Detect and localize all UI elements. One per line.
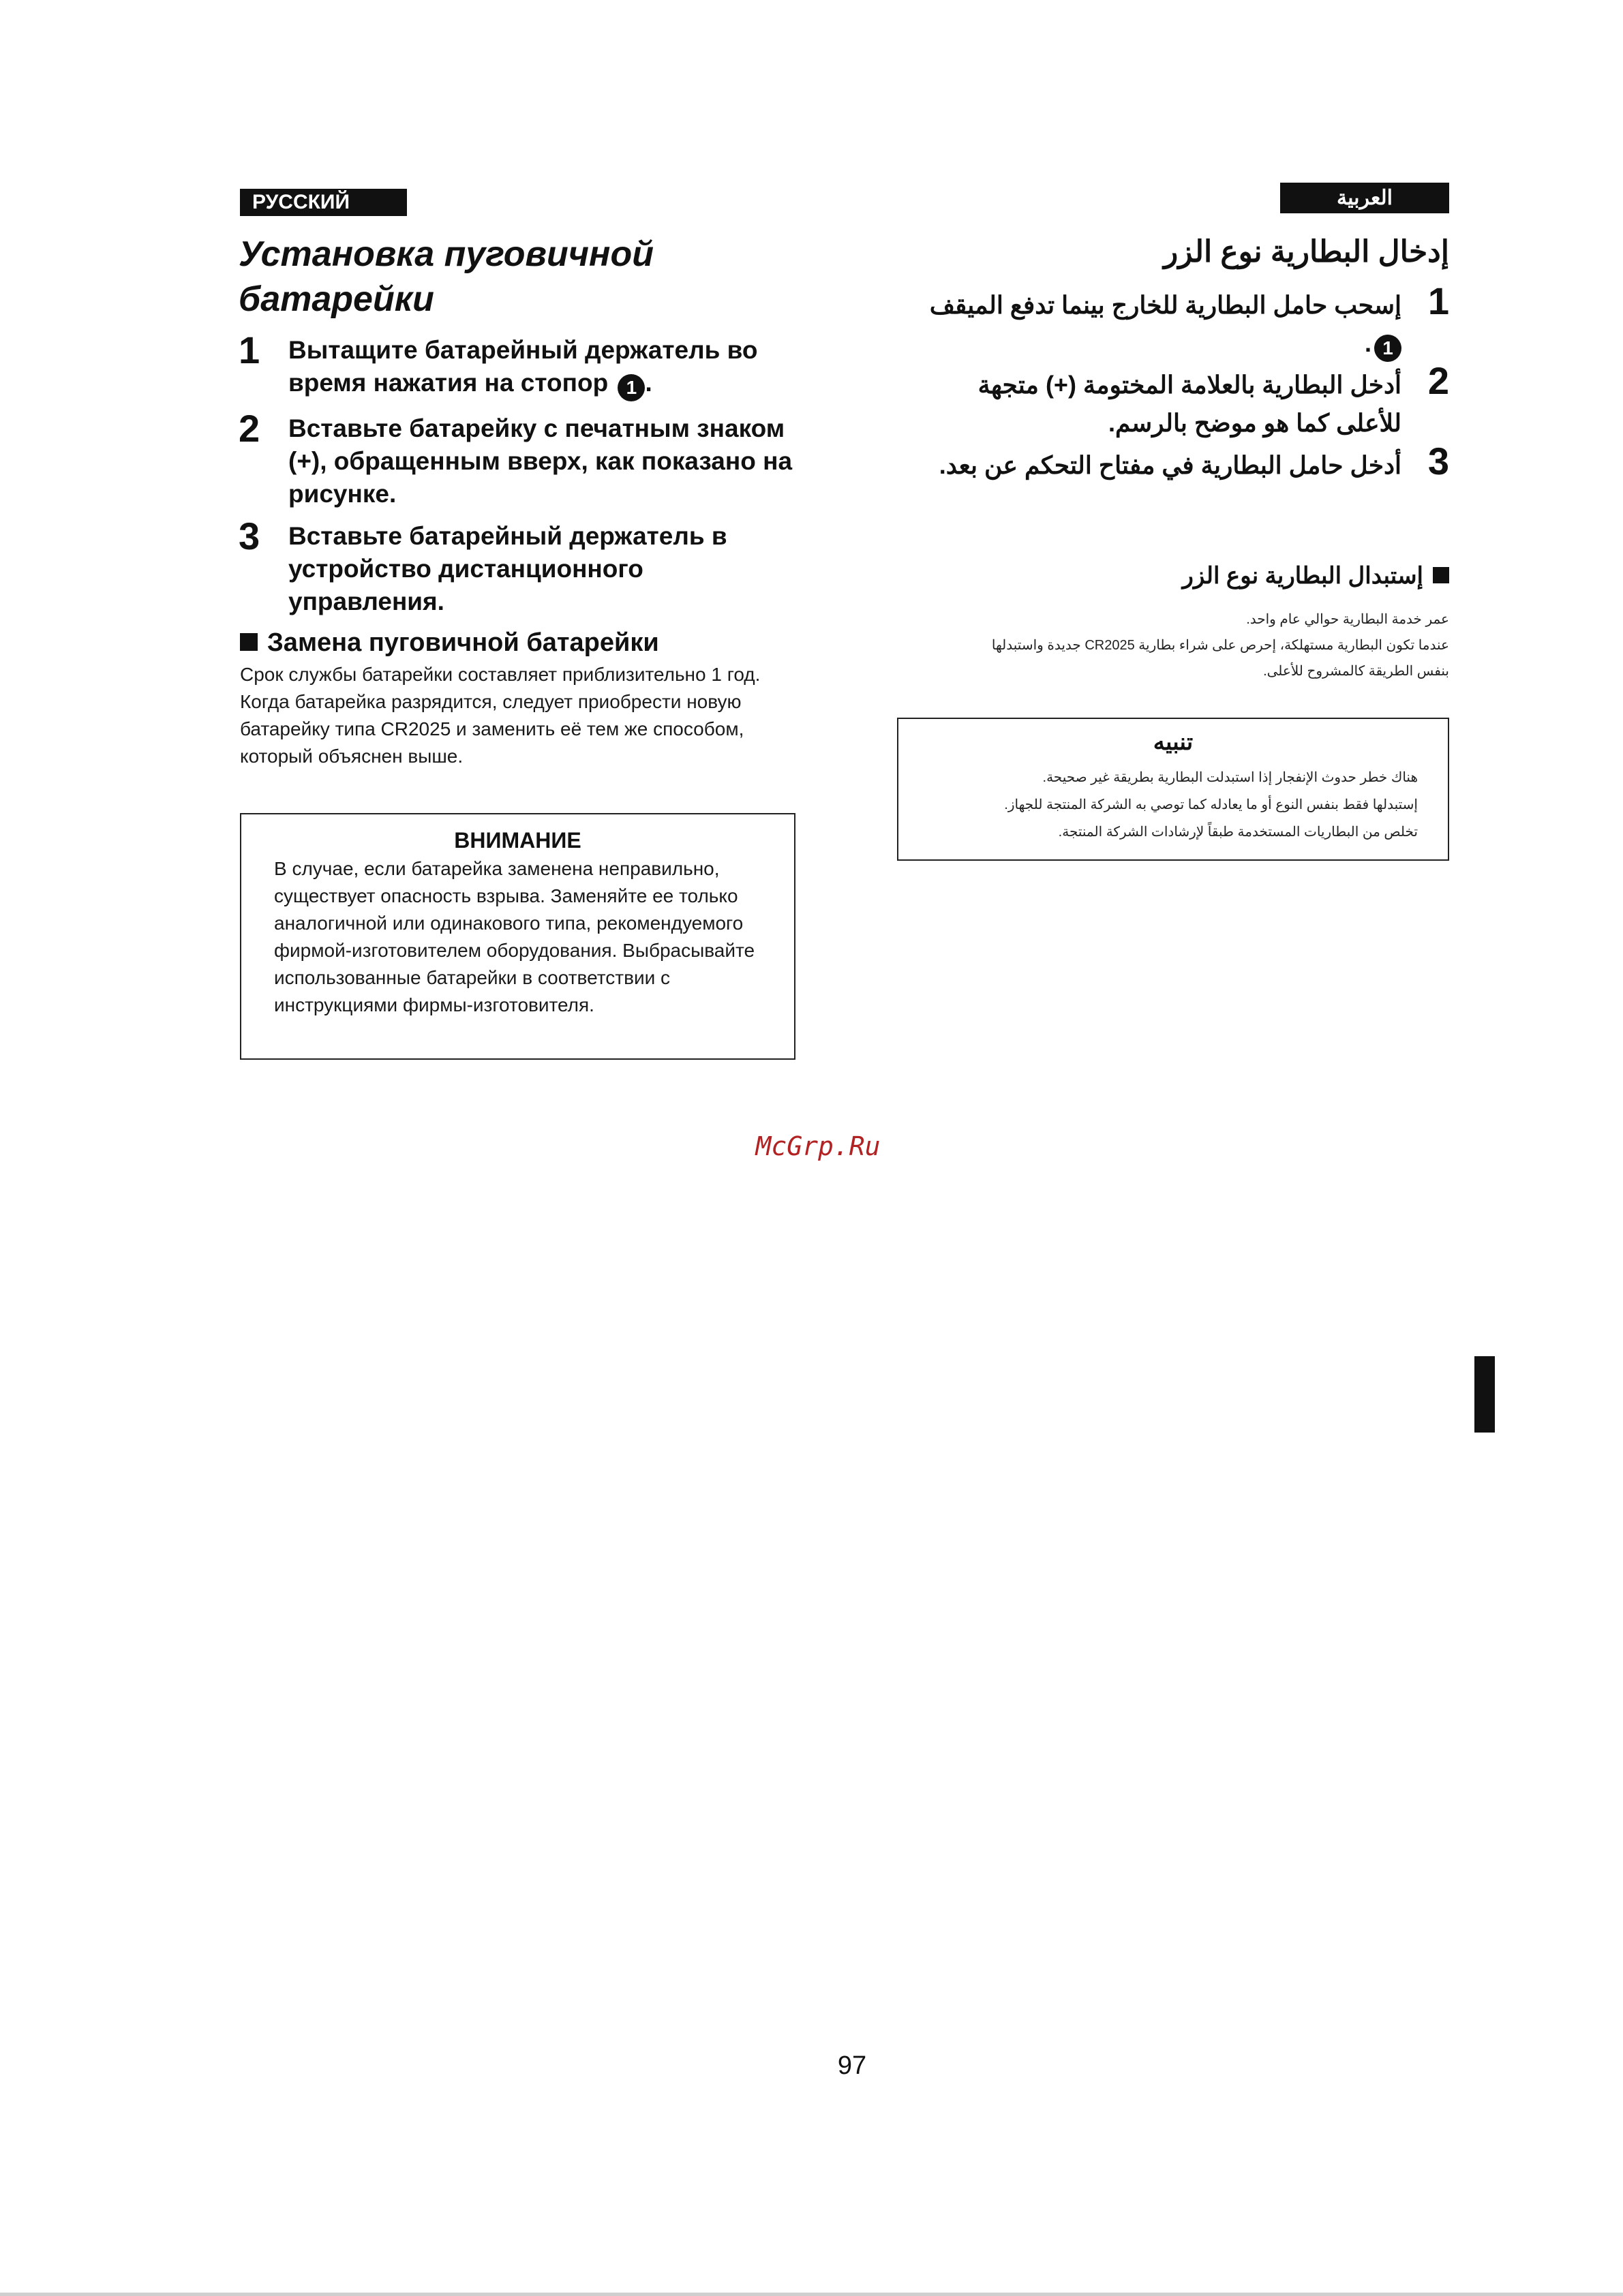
- arabic-replace-body: [863, 607, 1449, 684]
- arabic-replace-line-1: عمر خدمة البطارية حوالي عام واحد.: [1246, 612, 1449, 627]
- russian-warning-box: [240, 813, 795, 1060]
- russian-step-number: 1: [239, 328, 260, 371]
- arabic-notice-line-1: هناك خطر حدوث الإنفجار إذا استبدلت البطارية بطريقة غير صحيحة.: [1042, 770, 1418, 785]
- russian-title-line-2: батарейки: [239, 279, 434, 319]
- arabic-notice-line-3: تخلص من البطاريات المستخدمة طبقاً لإرشادات الشركة المنتجة.: [1058, 825, 1418, 840]
- stopper-marker-icon: 1: [1374, 335, 1401, 362]
- page-number: 97: [837, 2051, 867, 2080]
- arabic-step-number: 2: [1427, 359, 1449, 402]
- russian-warning-text: В случае, если батарейка заменена неправильно, существует опасность взрыва. Заменяйте ее только аналогичной или одинакового типа, рекомендуемого фирмой-изготовителем оборудования. Выбрасывайте использованные батарейки в соответствии с инструкциями фирмы-изготовителя.: [274, 858, 755, 1015]
- watermark-text: McGrp.Ru: [755, 1131, 881, 1161]
- arabic-step-text: إسحب حامل البطارية للخارج بينما تدفع الميقف1.: [924, 286, 1401, 363]
- arabic-notice-title: تنبيه: [1153, 729, 1194, 755]
- arabic-page-title: إدخال البطارية نوع الزر: [1164, 235, 1449, 269]
- arabic-step-number: 3: [1427, 440, 1449, 483]
- russian-step-number: 2: [239, 407, 260, 450]
- russian-title-line-1: Установка пуговичной: [239, 234, 654, 274]
- arabic-replace-line-3: بنفس الطريقة كالمشروح للأعلى.: [1263, 664, 1449, 679]
- russian-step-text: Вставьте батарейный держатель в устройство дистанционного управления.: [288, 522, 727, 615]
- russian-step-number: 3: [239, 515, 260, 557]
- arabic-notice-line-2: إستبدلها فقط بنفس النوع أو ما يعادله كما توصي به الشركة المنتجة للجهاز.: [1004, 797, 1418, 812]
- russian-language-tag: РУССКИЙ ЯЗЫК: [240, 189, 407, 216]
- arabic-replace-line-2: عندما تكون البطارية مستهلكة، إحرص على شراء بطارية CR2025 جديدة واستبدلها: [991, 638, 1449, 653]
- russian-replace-heading: Замена пуговичной батарейки: [240, 626, 785, 660]
- arabic-step-text: أدخل البطارية بالعلامة المختومة (+) متجهة للأعلى كما هو موضح بالرسم.: [977, 371, 1401, 437]
- arabic-notice-box: [897, 718, 1449, 861]
- arabic-language-tag: العربية: [1280, 183, 1449, 213]
- arabic-notice-text: [927, 764, 1418, 846]
- russian-step-text: Вставьте батарейку с печатным знаком (+), обращенным вверх, как показано на рисунке.: [288, 414, 793, 508]
- arabic-step-number: 1: [1427, 279, 1449, 322]
- bottom-edge-rule: [0, 2293, 1623, 2296]
- russian-replace-body: [240, 661, 799, 770]
- russian-step-text: Вытащите батарейный держатель во время нажатия на стопор 1 .: [288, 334, 806, 401]
- russian-page-title: [239, 232, 784, 322]
- russian-replace-paragraph-2: Когда батарейка разрядится, следует приобрести новую батарейку типа CR2025 и заменить её тем же способом, который объяснен выше.: [240, 691, 744, 767]
- stopper-marker-icon: 1: [618, 374, 645, 401]
- russian-replace-paragraph-1: Срок службы батарейки составляет приблизительно 1 год.: [240, 664, 761, 685]
- square-bullet-icon: [1433, 567, 1449, 583]
- arabic-replace-heading: إستبدال البطارية نوع الزر: [904, 559, 1449, 593]
- square-bullet-icon: [240, 633, 258, 651]
- russian-warning-title: ВНИМАНИЕ: [454, 828, 581, 853]
- side-thumb-marker: [1474, 1356, 1495, 1433]
- arabic-step-text: أدخل حامل البطارية في مفتاح التحكم عن بعد.: [939, 451, 1401, 479]
